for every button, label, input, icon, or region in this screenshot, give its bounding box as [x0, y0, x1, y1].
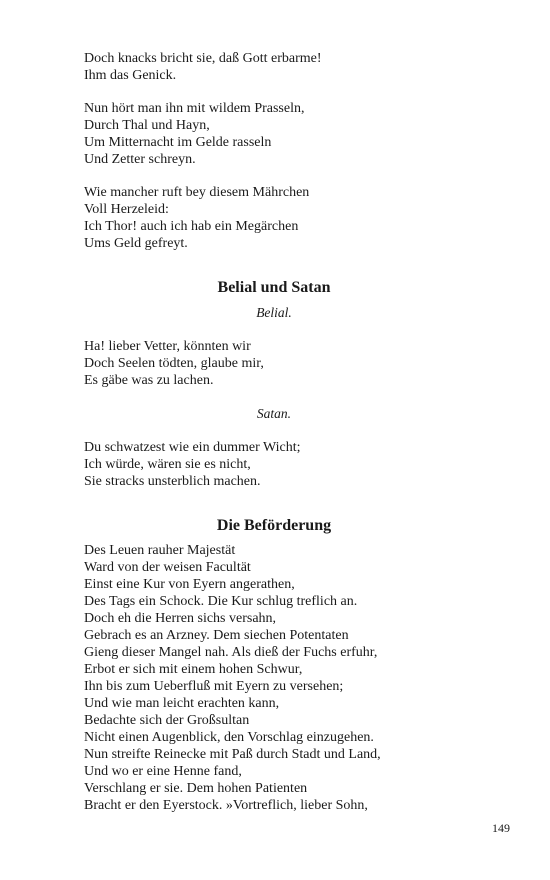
stanza — [84, 50, 464, 84]
stanza — [84, 100, 464, 168]
stanza — [84, 184, 464, 252]
verse-line: Bedachte sich der Großsultan — [84, 713, 250, 728]
verse-line: Des Leuen rauher Majestät — [84, 543, 236, 558]
verse-line: Ihn bis zum Ueberfluß mit Eyern zu versehen; — [84, 679, 344, 694]
verse-line: Verschlang er sie. Dem hohen Patienten — [84, 781, 308, 796]
verse-line: Ward von der weisen Facultät — [84, 560, 251, 575]
verse-line: Ums Geld gefreyt. — [84, 236, 188, 251]
stanza — [84, 542, 464, 814]
verse-line: Und wie man leicht erachten kann, — [84, 696, 280, 711]
verse-line: Es gäbe was zu lachen. — [84, 373, 214, 388]
verse-line: Sie stracks unsterblich machen. — [84, 474, 261, 489]
verse-line: Du schwatzest wie ein dummer Wicht; — [84, 440, 301, 455]
verse-line: Erbot er sich mit einem hohen Schwur, — [84, 662, 303, 677]
verse-line: Bracht er den Eyerstock. »Vortreflich, lieber Sohn, — [84, 798, 368, 813]
verse-line: Ihm das Genick. — [84, 68, 177, 83]
verse-line: Durch Thal und Hayn, — [84, 118, 210, 133]
speaker-satan: Satan. — [256, 406, 292, 421]
poem-title-die-befoerderung: Die Beförderung — [216, 517, 332, 534]
verse-line: Und Zetter schreyn. — [84, 152, 196, 167]
stanza — [84, 439, 464, 490]
verse-line: Einst eine Kur von Eyern angerathen, — [84, 577, 295, 592]
verse-line: Doch knacks bricht sie, daß Gott erbarme! — [84, 51, 322, 66]
verse-line: Nicht einen Augenblick, den Vorschlag einzugehen. — [84, 730, 374, 745]
verse-line: Ha! lieber Vetter, könnten wir — [84, 339, 251, 354]
verse-line: Um Mitternacht im Gelde rasseln — [84, 135, 272, 150]
verse-line: Doch Seelen tödten, glaube mir, — [84, 356, 264, 371]
speaker-belial: Belial. — [256, 305, 292, 320]
verse-line: Des Tags ein Schock. Die Kur schlug treflich an. — [84, 594, 358, 609]
verse-line: Voll Herzeleid: — [84, 202, 169, 217]
stanza — [84, 338, 464, 389]
poem-title-belial-und-satan: Belial und Satan — [217, 279, 331, 296]
verse-line: Und wo er eine Henne fand, — [84, 764, 242, 779]
page-number: 149 — [492, 821, 510, 835]
verse-line: Ich würde, wären sie es nicht, — [84, 457, 251, 472]
verse-line: Nun hört man ihn mit wildem Prasseln, — [84, 101, 305, 116]
page-body — [84, 50, 464, 830]
verse-line: Gieng dieser Mangel nah. Als dieß der Fuchs erfuhr, — [84, 645, 378, 660]
verse-line: Ich Thor! auch ich hab ein Megärchen — [84, 219, 299, 234]
verse-line: Gebrach es an Arzney. Dem siechen Potentaten — [84, 628, 349, 643]
verse-line: Nun streifte Reinecke mit Paß durch Stadt und Land, — [84, 747, 381, 762]
verse-line: Wie mancher ruft bey diesem Mährchen — [84, 185, 310, 200]
verse-line: Doch eh die Herren sichs versahn, — [84, 611, 277, 626]
